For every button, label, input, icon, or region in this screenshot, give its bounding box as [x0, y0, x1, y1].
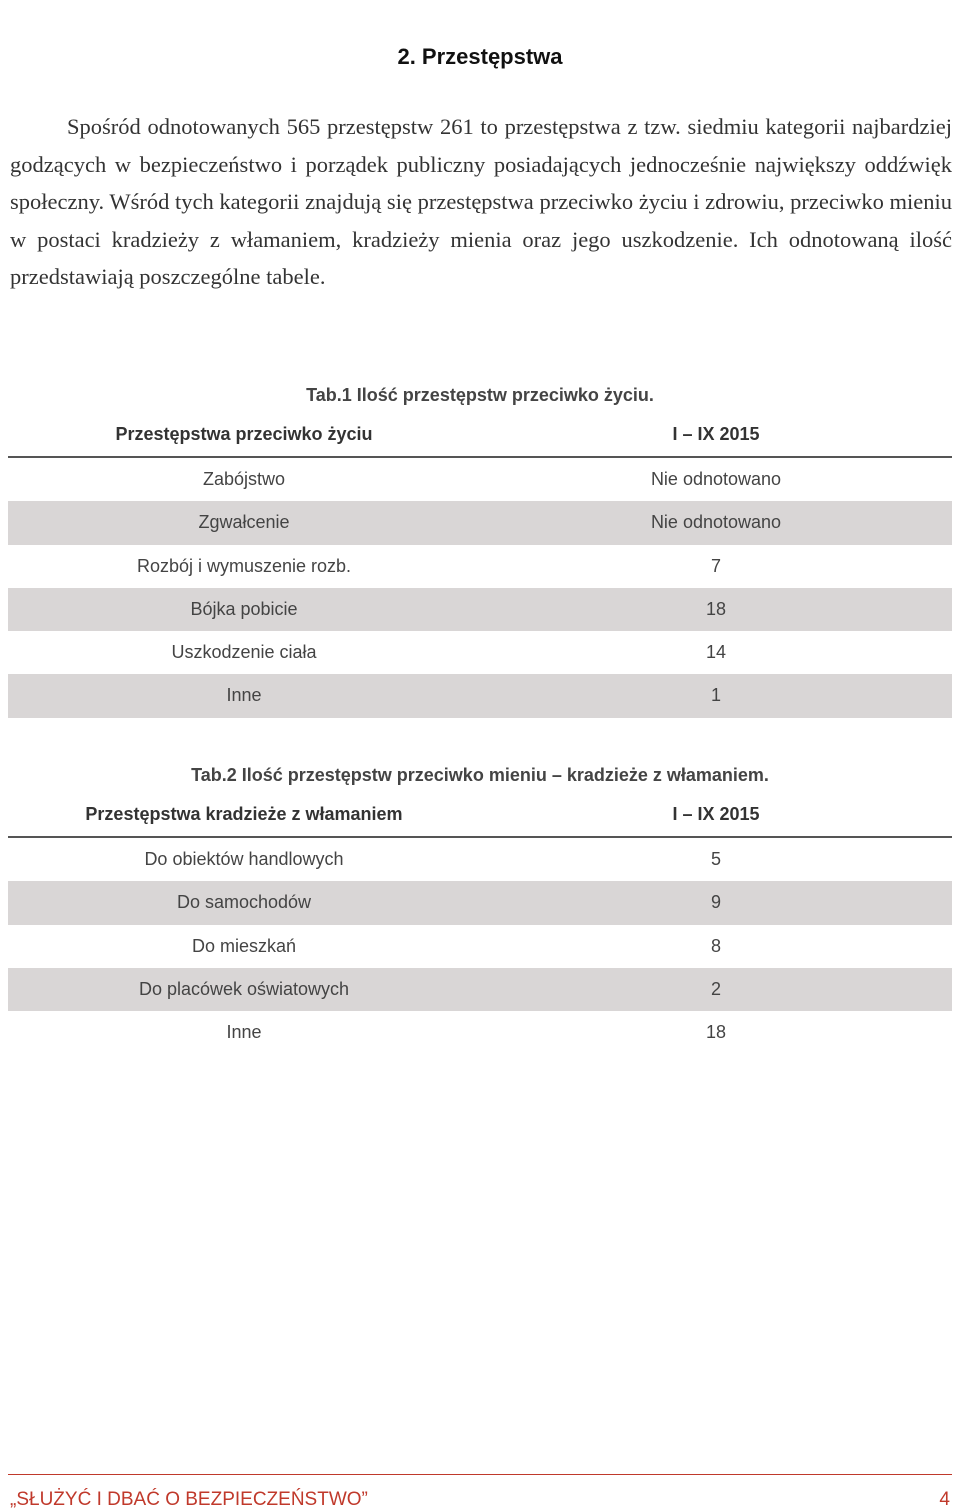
row-label: Bójka pobicie [190, 598, 298, 619]
row-label: Zgwałcenie [198, 512, 290, 533]
row-value: 1 [710, 685, 721, 706]
row-value: 7 [710, 555, 721, 576]
footer-slogan: „SŁUŻYĆ I DBAĆ O BEZPIECZEŃSTWO” [10, 1489, 368, 1510]
table1-header-right: I – IX 2015 [672, 424, 760, 444]
table-row [8, 674, 952, 717]
table-row [8, 881, 952, 924]
row-label: Rozbój i wymuszenie rozb. [136, 555, 352, 576]
table-row [8, 588, 952, 631]
intro-paragraph-text: Spośród odnotowanych 565 przestępstw 261 to przestępstwa z tzw. siedmiu kategorii najbardziej godzących w bezpieczeństwo i porządek publiczny posiadających jednocześnie największy oddźwięk społeczny. Wśród tych kategorii znajdują się przestępstwa przeciwko życiu i zdrowiu, przeciwko mieniu w postaci kradzieży z włamaniem, kradzieży mienia oraz jego uszkodzenie. Ich odnotowaną ilość przedstawiają poszczególne tabele. [10, 114, 952, 289]
row-value: 14 [705, 642, 727, 663]
row-label: Zabójstwo [202, 469, 286, 489]
table2-title: Tab.2 Ilość przestępstw przeciwko mieniu – kradzieże z włamaniem. [191, 765, 769, 785]
intro-paragraph [10, 108, 952, 296]
table-row [8, 458, 952, 501]
row-label: Do placówek oświatowych [138, 978, 350, 999]
table-row [8, 968, 952, 1011]
row-value: Nie odnotowano [650, 469, 782, 489]
table-row [8, 1011, 952, 1054]
row-label: Inne [226, 685, 262, 706]
table-row [8, 545, 952, 588]
table1-header-left: Przestępstwa przeciwko życiu [115, 424, 373, 444]
row-label: Uszkodzenie ciała [171, 642, 317, 663]
page-number: 4 [939, 1489, 950, 1510]
row-value: 8 [710, 935, 721, 956]
table-row [8, 501, 952, 544]
row-value: 9 [710, 892, 721, 913]
table-row [8, 925, 952, 968]
section-heading: 2. Przestępstwa [397, 44, 563, 69]
row-value: 18 [705, 1022, 727, 1043]
row-value: 2 [710, 978, 721, 999]
table2-header-right: I – IX 2015 [672, 804, 760, 824]
row-value: Nie odnotowano [650, 512, 782, 533]
row-label: Inne [226, 1022, 262, 1043]
table2-header-left: Przestępstwa kradzieże z włamaniem [85, 804, 403, 824]
table1-title: Tab.1 Ilość przestępstw przeciwko życiu. [306, 385, 654, 405]
row-label: Do samochodów [176, 892, 312, 913]
row-value: 5 [710, 849, 721, 869]
table1 [8, 456, 952, 718]
row-value: 18 [705, 598, 727, 619]
table-row [8, 631, 952, 674]
row-label: Do obiektów handlowych [144, 849, 344, 869]
table1-header [8, 424, 952, 454]
table2-header [8, 804, 952, 834]
table2 [8, 836, 952, 1054]
footer-divider [8, 1474, 952, 1475]
table-row [8, 838, 952, 881]
row-label: Do mieszkań [191, 935, 297, 956]
